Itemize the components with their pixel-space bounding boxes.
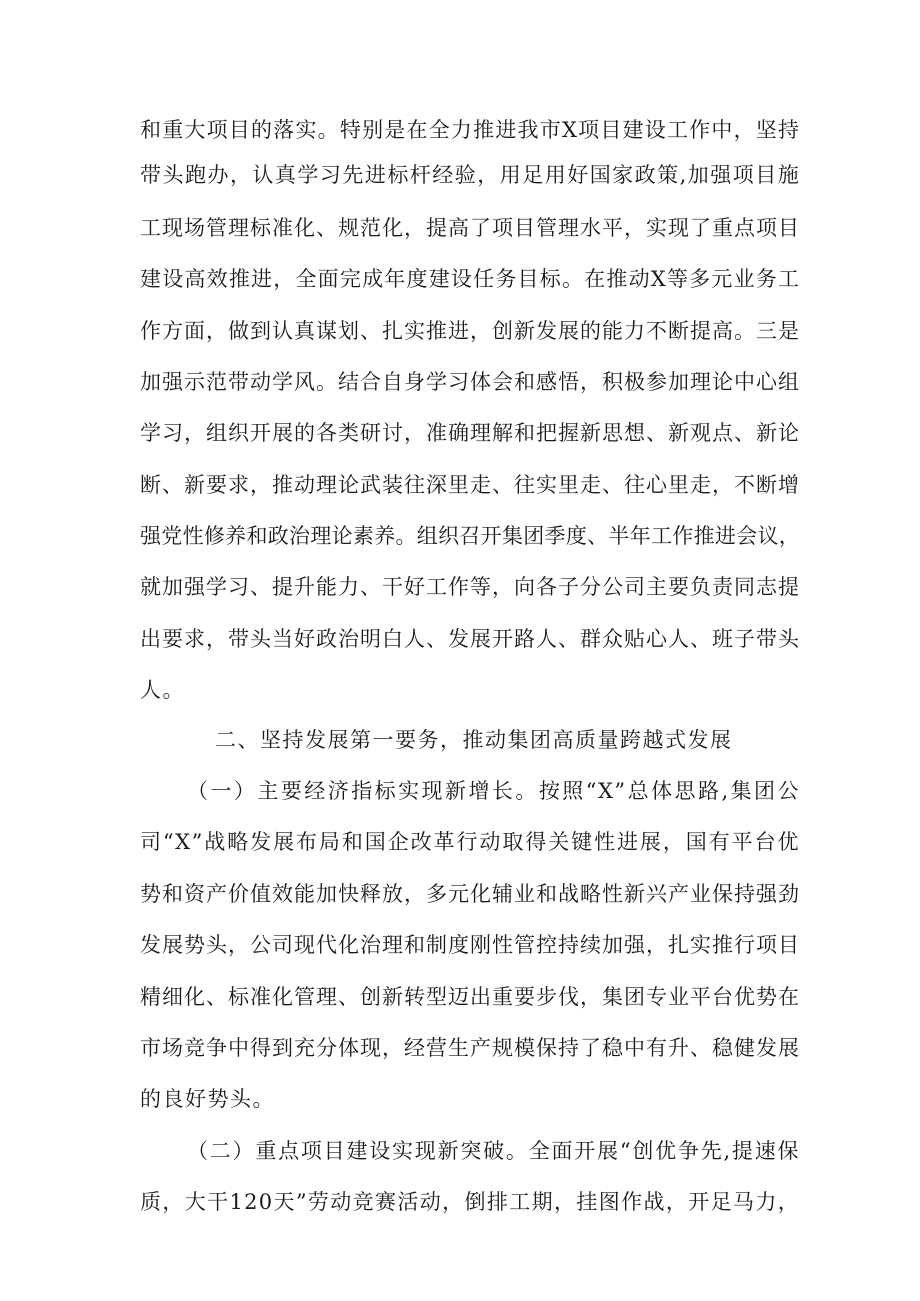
text-line: 作方面，做到认真谋划、扎实推进，创新发展的能力不断提高。三是 xyxy=(140,319,800,343)
text-line: （二）重点项目建设实现新突破。全面开展“创优争先,提速保 xyxy=(187,1139,800,1163)
text-line: 市场竞争中得到充分体现，经营生产规模保持了稳中有升、稳健发展 xyxy=(140,1036,800,1060)
text-line: 学习，组织开展的各类研讨，准确理解和把握新思想、新观点、新论 xyxy=(140,421,800,445)
text-line: 人。 xyxy=(140,678,185,702)
text-line: 质，大干120天”劳动竞赛活动，倒排工期，挂图作战，开足马力， xyxy=(140,1190,800,1214)
text-line: 就加强学习、提升能力、干好工作等，向各子分公司主要负责同志提 xyxy=(140,575,800,599)
text-line: 建设高效推进，全面完成年度建设任务目标。在推动X等多元业务工 xyxy=(140,267,800,291)
text-line: 加强示范带动学风。结合自身学习体会和感悟，积极参加理论中心组 xyxy=(140,370,800,394)
text-line: 势和资产价值效能加快释放，多元化辅业和战略性新兴产业保持强劲 xyxy=(140,882,800,906)
text-line: 和重大项目的落实。特别是在全力推进我市X项目建设工作中，坚持 xyxy=(140,118,800,142)
text-line: （一）主要经济指标实现新增长。按照“X”总体思路,集团公 xyxy=(187,779,800,803)
text-line: 精细化、标准化管理、创新转型迈出重要步伐，集团专业平台优势在 xyxy=(140,985,800,1009)
text-line: 的良好势头。 xyxy=(140,1087,275,1111)
text-line: 带头跑办，认真学习先进标杆经验，用足用好国家政策,加强项目施 xyxy=(140,163,800,187)
text-line: 断、新要求，推动理论武装往深里走、往实里走、往心里走，不断增 xyxy=(140,473,800,497)
text-line: 强党性修养和政治理论素养。组织召开集团季度、半年工作推进会议， xyxy=(140,524,800,548)
text-line: 出要求，带头当好政治明白人、发展开路人、群众贴心人、班子带头 xyxy=(140,627,800,651)
section-heading: 二、坚持发展第一要务，推动集团高质量跨越式发展 xyxy=(215,728,733,752)
text-line: 司“X”战略发展布局和国企改革行动取得关键性进展，国有平台优 xyxy=(140,830,800,854)
text-line: 工现场管理标准化、规范化，提高了项目管理水平，实现了重点项目 xyxy=(140,216,800,240)
text-line: 发展势头，公司现代化治理和制度刚性管控持续加强，扎实推行项目 xyxy=(140,933,800,957)
